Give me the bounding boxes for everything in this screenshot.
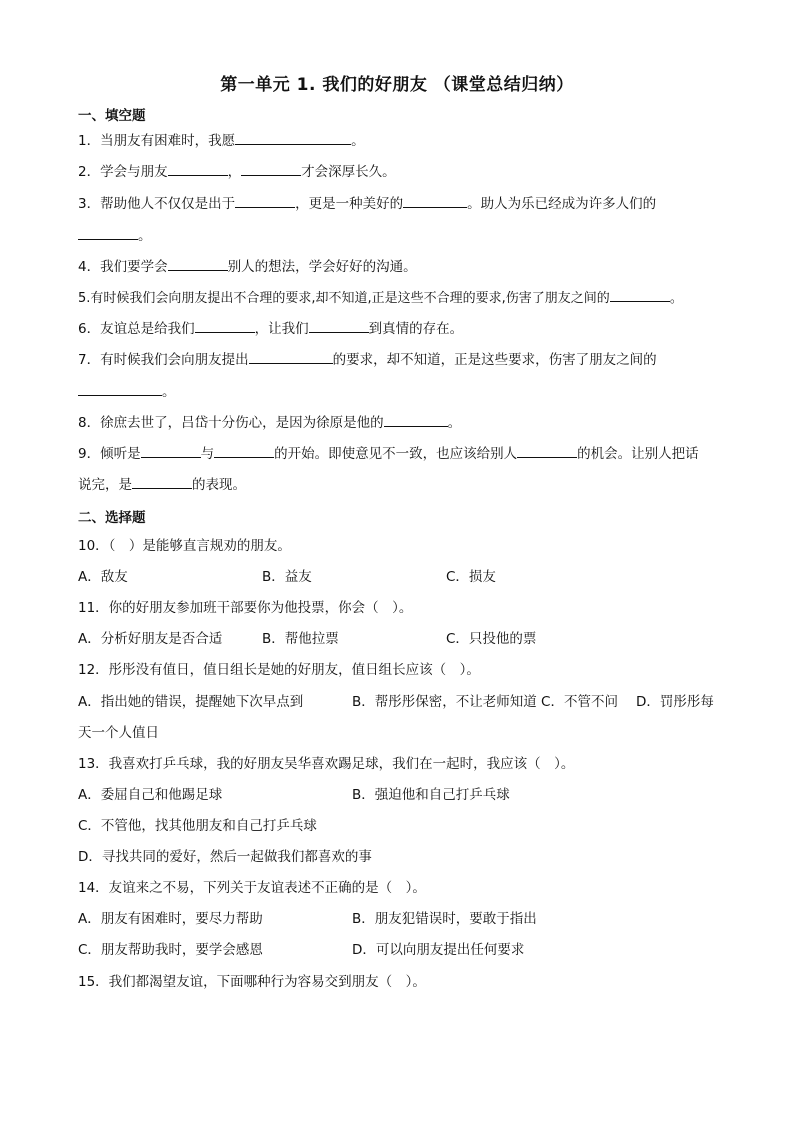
q9-text: 的开始。即使意见不一致，也应该给别人 <box>274 446 518 462</box>
page-title: 第一单元 1. 我们的好朋友 （课堂总结归纳） <box>220 75 574 95</box>
answer-blank[interactable] <box>235 130 351 145</box>
answer-blank[interactable] <box>168 256 228 271</box>
q3-text: ，更是一种美好的 <box>295 196 404 212</box>
question-1 <box>78 130 365 150</box>
q7-text: 的要求，却不知道，正是这些要求，伤害了朋友之间的 <box>332 352 657 368</box>
q10-option-a[interactable]: A．敌友 <box>78 569 128 585</box>
q9-text: 说完，是 <box>78 477 132 493</box>
q6-text: ，让我们 <box>254 321 309 337</box>
question-4 <box>78 256 417 276</box>
q2-text: ， <box>227 164 242 180</box>
question-10-stem: 10．（ ）是能够直言规劝的朋友。 <box>78 538 291 554</box>
answer-blank[interactable] <box>195 318 255 333</box>
q13-option-c[interactable]: C．不管他，找其他朋友和自己打乒乓球 <box>78 818 317 834</box>
q10-option-b[interactable]: B．益友 <box>262 569 312 585</box>
q5-text: 5.有时候我们会向朋友提出不合理的要求,却不知道,正是这些不合理的要求,伤害了朋友之间的 <box>78 291 610 306</box>
answer-blank[interactable] <box>78 225 138 240</box>
answer-blank[interactable] <box>132 474 192 489</box>
q4-text: 4．我们要学会 <box>78 259 168 275</box>
q12-option-d[interactable]: D．罚彤彤每 <box>636 694 714 710</box>
q11-option-b[interactable]: B．帮他拉票 <box>262 631 339 647</box>
question-2 <box>78 161 396 181</box>
q12-option-b-c[interactable]: B．帮彤彤保密，不让老师知道 C．不管不问 <box>352 694 618 710</box>
q7-text: 。 <box>162 384 176 400</box>
answer-blank[interactable] <box>168 161 228 176</box>
answer-blank[interactable] <box>249 349 333 364</box>
q12-option-d-cont: 天一个人值日 <box>78 725 159 741</box>
answer-blank[interactable] <box>403 193 467 208</box>
question-15-stem: 15．我们都渴望友谊，下面哪种行为容易交到朋友（ ）。 <box>78 974 426 990</box>
question-3-cont <box>78 225 152 245</box>
q11-option-c[interactable]: C．只投他的票 <box>446 631 537 647</box>
q10-option-c[interactable]: C．损友 <box>446 569 496 585</box>
question-11-stem: 11．你的好朋友参加班干部要你为他投票，你会（ ）。 <box>78 600 413 616</box>
question-14-stem: 14．友谊来之不易，下列关于友谊表述不正确的是（ ）。 <box>78 880 426 896</box>
answer-blank[interactable] <box>214 443 274 458</box>
answer-blank[interactable] <box>517 443 577 458</box>
question-3 <box>78 193 656 213</box>
q9-text: 的机会。让别人把话 <box>577 446 699 462</box>
q1-text: 1．当朋友有困难时，我愿 <box>78 133 236 149</box>
question-13-stem: 13．我喜欢打乒乓球，我的好朋友吴华喜欢踢足球，我们在一起时，我应该（ ）。 <box>78 756 575 772</box>
q13-option-a[interactable]: A．委屈自己和他踢足球 <box>78 787 223 803</box>
answer-blank[interactable] <box>78 381 162 396</box>
q3-text: 。 <box>138 228 152 244</box>
q5-text: 。 <box>669 291 683 306</box>
question-7-cont <box>78 381 176 401</box>
section-choice-heading: 二、选择题 <box>78 510 146 526</box>
q14-option-b[interactable]: B．朋友犯错误时，要敢于指出 <box>352 911 537 927</box>
q8-text: 。 <box>447 415 462 431</box>
q14-option-d[interactable]: D．可以向朋友提出任何要求 <box>352 942 525 958</box>
q3-text: 3．帮助他人不仅仅是出于 <box>78 196 236 212</box>
q3-text: 。助人为乐已经成为许多人们的 <box>467 196 657 212</box>
answer-blank[interactable] <box>241 161 301 176</box>
answer-blank[interactable] <box>384 412 448 427</box>
q4-text: 别人的想法，学会好好的沟通。 <box>227 259 417 275</box>
question-9 <box>78 443 699 463</box>
q9-text: 9．倾听是 <box>78 446 141 462</box>
q6-text: 6．友谊总是给我们 <box>78 321 195 337</box>
q9-text: 与 <box>200 446 215 462</box>
q2-text: 2．学会与朋友 <box>78 164 168 180</box>
q6-text: 到真情的存在。 <box>368 321 464 337</box>
question-8 <box>78 412 461 432</box>
question-12-stem: 12．彤彤没有值日，值日组长是她的好朋友，值日组长应该（ ）。 <box>78 662 480 678</box>
q13-option-d[interactable]: D．寻找共同的爱好，然后一起做我们都喜欢的事 <box>78 849 372 865</box>
answer-blank[interactable] <box>235 193 295 208</box>
q13-option-b[interactable]: B．强迫他和自己打乒乓球 <box>352 787 510 803</box>
question-9-cont <box>78 474 246 494</box>
question-5 <box>78 287 683 308</box>
answer-blank[interactable] <box>309 318 369 333</box>
q1-text: 。 <box>351 133 365 149</box>
q2-text: 才会深厚长久。 <box>301 164 396 180</box>
question-7 <box>78 349 657 369</box>
answer-blank[interactable] <box>610 287 670 302</box>
q7-text: 7．有时候我们会向朋友提出 <box>78 352 249 368</box>
q11-option-a[interactable]: A．分析好朋友是否合适 <box>78 631 223 647</box>
q9-text: 的表现。 <box>192 477 246 493</box>
answer-blank[interactable] <box>141 443 201 458</box>
section-fill-blank-heading: 一、填空题 <box>78 108 146 124</box>
question-6 <box>78 318 463 338</box>
q14-option-c[interactable]: C．朋友帮助我时，要学会感恩 <box>78 942 263 958</box>
q14-option-a[interactable]: A．朋友有困难时，要尽力帮助 <box>78 911 263 927</box>
q8-text: 8．徐庶去世了，吕岱十分伤心，是因为徐原是他的 <box>78 415 384 431</box>
q12-option-a[interactable]: A．指出她的错误，提醒她下次早点到 <box>78 694 304 710</box>
